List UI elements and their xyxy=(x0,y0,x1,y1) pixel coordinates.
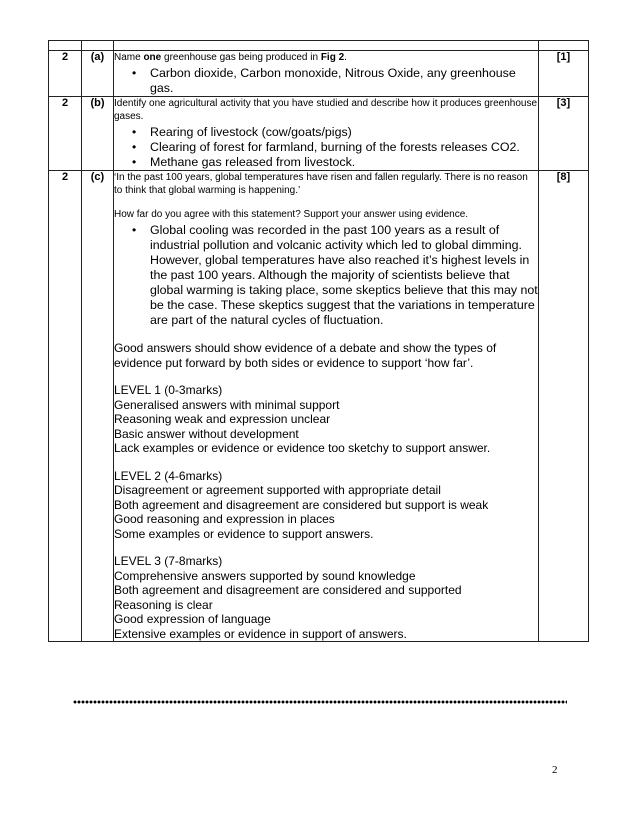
question-text-mid: greenhouse gas being produced in xyxy=(161,52,321,63)
level-title: LEVEL 2 (4-6marks) xyxy=(114,468,223,483)
level-descriptor: Basic answer without development xyxy=(114,426,299,441)
question-text-bold: one xyxy=(143,52,162,63)
page-number: 2 xyxy=(552,764,558,776)
level-descriptor: Lack examples or evidence or evidence too sketchy to support answer. xyxy=(114,441,491,455)
marks-cell: [3] xyxy=(539,97,589,171)
question-row-2a xyxy=(49,51,589,97)
table-header-row xyxy=(49,41,589,51)
level-1-block xyxy=(114,383,538,456)
question-number: 2 xyxy=(49,97,82,171)
level-3-block xyxy=(114,554,538,641)
level-title: LEVEL 1 (0-3marks) xyxy=(114,383,223,397)
level-title: LEVEL 3 (7-8marks) xyxy=(114,554,223,568)
marking-guidance: Good answers should show evidence of a debate and show the types of evidence put forward by both sides or evidence to support ‘how far’. xyxy=(114,341,497,370)
question-number: 2 xyxy=(49,171,82,642)
level-descriptor: Disagreement or agreement supported with appropriate detail xyxy=(114,483,441,497)
answer-bullet: • Clearing of forest for farmland, burning of the forests releases CO2. xyxy=(150,140,538,155)
answer-list xyxy=(114,125,538,170)
level-descriptor: Both agreement and disagreement are considered and supported xyxy=(114,583,462,597)
question-number: 2 xyxy=(49,51,82,97)
question-text-post: . xyxy=(344,52,347,63)
question-row-2b xyxy=(49,97,589,171)
level-descriptor: Extensive examples or evidence in support of answers. xyxy=(114,626,407,641)
dotted-separator xyxy=(73,700,567,704)
level-descriptor: Reasoning is clear xyxy=(114,597,213,612)
level-descriptor: Some examples or evidence to support answers. xyxy=(114,526,374,541)
question-content xyxy=(114,51,539,97)
level-descriptor: Good expression of language xyxy=(114,612,271,626)
header-cell xyxy=(82,41,114,51)
question-text: Identify one agricultural activity that you have studied and describe how it produces greenhouse gases. xyxy=(114,98,538,122)
question-text-figure-ref: Fig 2 xyxy=(320,52,345,63)
question-content xyxy=(114,171,539,642)
question-text: How far do you agree with this statement? Support your answer using evidence. xyxy=(114,209,469,220)
answer-bullet: • Carbon dioxide, Carbon monoxide, Nitrous Oxide, any greenhouse gas. xyxy=(150,66,538,96)
level-descriptor: Both agreement and disagreement are considered but support is weak xyxy=(114,497,489,512)
level-descriptor: Good reasoning and expression in places xyxy=(114,512,335,526)
header-cell xyxy=(539,41,589,51)
question-part: (c) xyxy=(82,171,114,642)
answer-bullet: • Global cooling was recorded in the past 100 years as a result of industrial pollution and volcanic activity which led to global dimming. However, global temperatures have also reached it’s highest levels in the past 100 years. Although the majority of scientists believe that global warming is taking place, some skeptics believe that this may not be the case. These skeptics suggest that the variations in temperature are part of the natural cycles of fluctuation. xyxy=(150,223,538,328)
answer-list xyxy=(114,223,538,328)
header-cell xyxy=(49,41,82,51)
level-descriptor: Reasoning weak and expression unclear xyxy=(114,412,331,426)
statement-quote: ‘In the past 100 years, global temperatures have risen and fallen regularly. There is no reason to think that global warming is happening.’ xyxy=(114,172,528,196)
marks-cell: [8] xyxy=(539,171,589,642)
header-cell xyxy=(114,41,539,51)
level-descriptor: Comprehensive answers supported by sound knowledge xyxy=(114,568,416,583)
question-content xyxy=(114,97,539,171)
question-part: (b) xyxy=(82,97,114,171)
level-2-block xyxy=(114,469,538,542)
answer-bullet: • Rearing of livestock (cow/goats/pigs) xyxy=(150,125,538,140)
question-text-pre: Name xyxy=(114,52,144,63)
answer-bullet: • Methane gas released from livestock. xyxy=(150,155,538,170)
question-part: (a) xyxy=(82,51,114,97)
level-descriptor: Generalised answers with minimal support xyxy=(114,397,340,412)
mark-scheme-table xyxy=(48,40,589,642)
question-row-2c xyxy=(49,171,589,642)
marks-cell: [1] xyxy=(539,51,589,97)
question-text xyxy=(114,51,538,64)
answer-list xyxy=(114,66,538,96)
